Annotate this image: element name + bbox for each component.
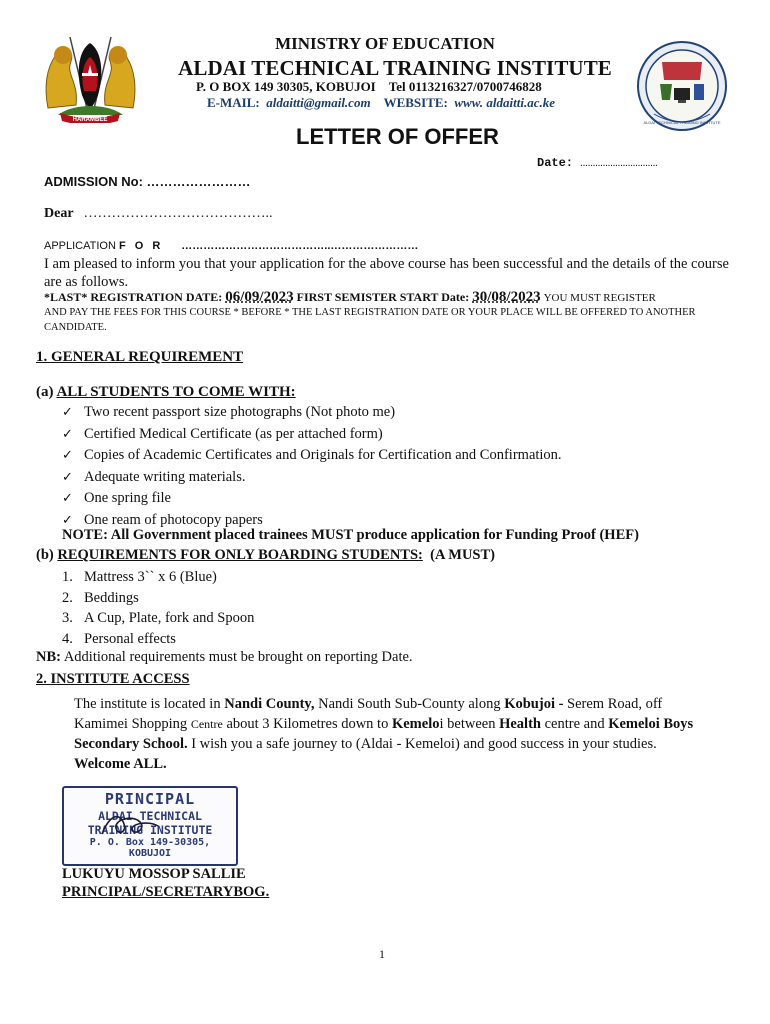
signature-icon (96, 806, 166, 846)
telephone: Tel 0113216327/0700746828 (388, 79, 542, 94)
all-students-list (62, 402, 562, 531)
date-blank: ............................... (580, 158, 658, 169)
b-heading: REQUIREMENTS FOR ONLY BOARDING STUDENTS: (57, 547, 423, 563)
check-icon: ✓ (62, 426, 73, 442)
stamp-line: TRAINING INSTITUTE (87, 823, 213, 837)
salutation-label: Dear (44, 206, 74, 221)
date-line (537, 156, 658, 170)
registration-dates (44, 289, 656, 306)
stamp-line: P. O. Box 149-30305, (89, 837, 211, 848)
postal-address-line (196, 79, 542, 95)
boarding-heading (36, 547, 495, 564)
date-label: Date: (537, 156, 574, 170)
list-item: ✓ Two recent passport size photographs (Not photo me) (62, 402, 562, 424)
list-item: ✓ Adequate writing materials. (62, 467, 562, 489)
nb-note (36, 649, 413, 666)
postal-address: P. O BOX 149 30305, KOBUJOI (196, 79, 376, 94)
website-label: WEBSITE: (383, 95, 448, 110)
email-label: E-MAIL: (207, 95, 260, 110)
intro-paragraph: I am pleased to inform you that your application for the above course has been successful and the details of the course are as follows. (44, 256, 729, 290)
stamp-line: KOBUJOI (128, 848, 172, 859)
all-students-heading (36, 384, 296, 401)
logo-ring-text: ALDAI TECHNICAL TRAINING INSTITUTE (643, 120, 721, 125)
check-icon: ✓ (62, 469, 73, 485)
contact-line (207, 95, 555, 111)
must-register: YOU MUST REGISTER (543, 292, 656, 304)
a-prefix: (a) (36, 384, 54, 400)
reg-date: 06/09/2023 (225, 289, 294, 305)
check-icon: ✓ (62, 512, 73, 528)
start-date: 30/08/2023 (472, 289, 541, 305)
check-icon: ✓ (62, 405, 73, 420)
institute-access-paragraph: The institute is located in Nandi County, Nandi South Sub-County along Kobujoi - Serem Road, off Kamimei Shopping Centre about 3 Kilometres down to Kemeloi between Health centre and Kemeloi Boys Secondary School. I wish you a safe journey to (Aldai - Kemeloi) and good success in your studies. Welcome ALL. (74, 696, 694, 772)
application-label: APPLICATION (44, 240, 116, 252)
list-item: ✓ Certified Medical Certificate (as per attached form) (62, 424, 562, 446)
email-address: aldaitti@gmail.com (266, 95, 371, 110)
reg-label: *LAST* REGISTRATION DATE: (44, 290, 223, 304)
list-item: ✓ One spring file (62, 488, 562, 510)
principal-name: LUKUYU MOSSOP SALLIE (62, 866, 246, 882)
salutation-blank: ………………………………….. (83, 206, 273, 221)
general-requirement-heading: 1. GENERAL REQUIREMENT (36, 349, 244, 365)
start-label: FIRST SEMISTER START Date: (296, 290, 470, 304)
nb-label: NB: (36, 649, 61, 665)
application-blank: …………………………………..…………………… (181, 240, 419, 252)
b-prefix: (b) (36, 547, 54, 563)
fees-warning: AND PAY THE FEES FOR THIS COURSE * BEFORE * THE LAST REGISTRATION DATE OR YOUR PLACE WILL BE OFFERED TO ANOTHER CANDIDATE. (44, 307, 696, 333)
check-icon: ✓ (62, 491, 73, 506)
admission-number: ADMISSION No: …………………… (44, 174, 251, 189)
ministry-heading: MINISTRY OF EDUCATION (275, 34, 495, 53)
list-item: ✓ One ream of photocopy papers (62, 510, 562, 532)
page-number: 1 (379, 947, 385, 961)
institute-name: ALDAI TECHNICAL TRAINING INSTITUTE (178, 56, 612, 80)
application-line (44, 240, 418, 252)
check-icon: ✓ (62, 448, 73, 463)
list-item: ✓ Copies of Academic Certificates and Originals for Certification and Confirmation. (62, 445, 562, 467)
website-address: www. aldaitti.ac.ke (454, 95, 556, 110)
institute-access-heading: 2. INSTITUTE ACCESS (36, 671, 190, 687)
letter-title: LETTER OF OFFER (296, 124, 499, 149)
salutation (44, 206, 273, 222)
boarding-list (62, 567, 254, 649)
principal-title: PRINCIPAL/SECRETARYBOG. (62, 884, 270, 900)
coat-ribbon-text: HARAMBEE (72, 117, 108, 123)
stamp-line: PRINCIPAL (104, 790, 196, 808)
stamp-line: ALDAI TECHNICAL (98, 809, 202, 823)
application-for: F O R (118, 240, 164, 252)
a-heading: ALL STUDENTS TO COME WITH: (56, 384, 296, 400)
list-item: 4. Personal effects (62, 630, 176, 647)
funding-note: NOTE: All Government placed trainees MUST produce application for Funding Proof (HEF) (62, 527, 639, 543)
list-item: 3. A Cup, Plate, fork and Spoon (62, 610, 255, 626)
list-item: 2. Beddings (62, 589, 139, 606)
nb-text: Additional requirements must be brought on reporting Date. (63, 649, 413, 665)
b-suffix: (A MUST) (430, 547, 495, 563)
list-item: 1. Mattress 3`` x 6 (Blue) (62, 569, 217, 585)
